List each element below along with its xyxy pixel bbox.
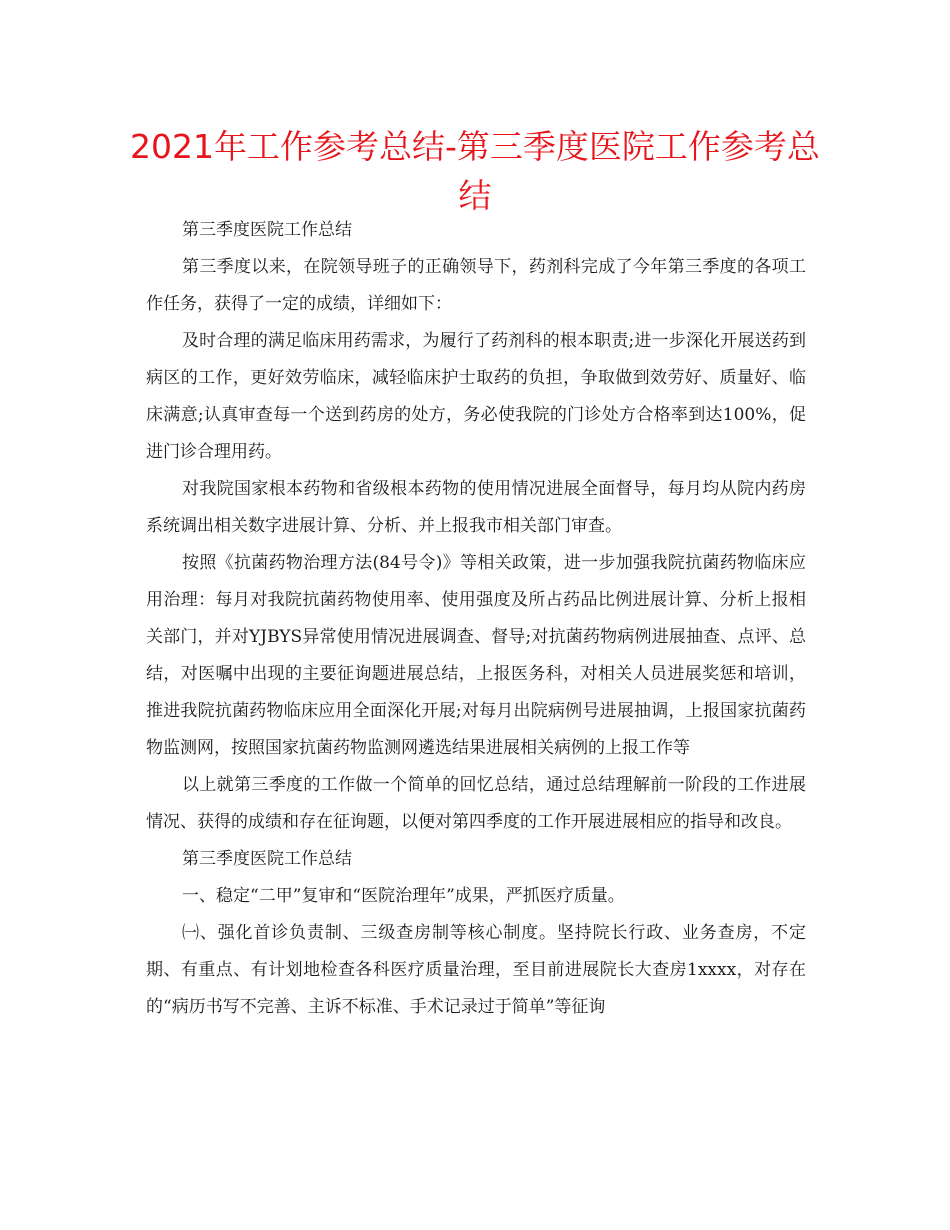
paragraph-antibacterial-management: 按照《抗菌药物治理方法(84号令)》等相关政策，进一步加强我院抗菌药物临床应用治理：每月对我院抗菌药物使用率、使用强度及所占药品比例进展计算、分析上报相关部门，并对YJBYS异常使用情况进展调查、督导;对抗菌药物病例进展抽查、点评、总结，对医嘱中出现的主要征询题进展总结，上报医务科，对相关人员进展奖惩和培训，推进我院抗菌药物临床应用全面深化开展;对每月出院病例号进展抽调，上报国家抗菌药物监测网，按照国家抗菌药物监测网遴选结果进展相关病例的上报工作等 (146, 553, 806, 758)
document-body (146, 212, 806, 1026)
paragraph-section-heading-1: 第三季度医院工作总结 (182, 220, 352, 240)
paragraph-summary: 以上就第三季度的工作做一个简单的回忆总结，通过总结理解前一阶段的工作进展情况、获得的成绩和存在征询题，以便对第四季度的工作开展进展相应的指导和改良。 (146, 775, 806, 832)
paragraph-clinical-needs: 及时合理的满足临床用药需求，为履行了药剂科的根本职责;进一步深化开展送药到病区的工作，更好效劳临床，减轻临床护士取药的负担，争取做到效劳好、质量好、临床满意;认真审查每一个送到药房的处方，务必使我院的门诊处方合格率到达100%，促进门诊合理用药。 (146, 331, 806, 462)
document-title: 2021年工作参考总结-第三季度医院工作参考总结 (130, 127, 820, 215)
paragraph-section-heading-2: 第三季度医院工作总结 (182, 849, 352, 869)
paragraph-essential-drugs: 对我院国家根本药物和省级根本药物的使用情况进展全面督导，每月均从院内药房系统调出相关数字进展计算、分析、并上报我市相关部门审查。 (146, 479, 806, 536)
paragraph-intro: 第三季度以来，在院领导班子的正确领导下，药剂科完成了今年第三季度的各项工作任务，获得了一定的成绩，详细如下： (146, 257, 806, 314)
paragraph-item-one: 一、稳定“二甲”复审和“医院治理年”成果，严抓医疗质量。 (182, 886, 625, 906)
paragraph-sub-item-one: ㈠、强化首诊负责制、三级查房制等核心制度。坚持院长行政、业务查房，不定期、有重点、有计划地检查各科医疗质量治理，至目前进展院长大查房1xxxx，对存在的“病历书写不完善、主诉不标准、手术记录过于简单”等征询 (146, 923, 806, 1017)
